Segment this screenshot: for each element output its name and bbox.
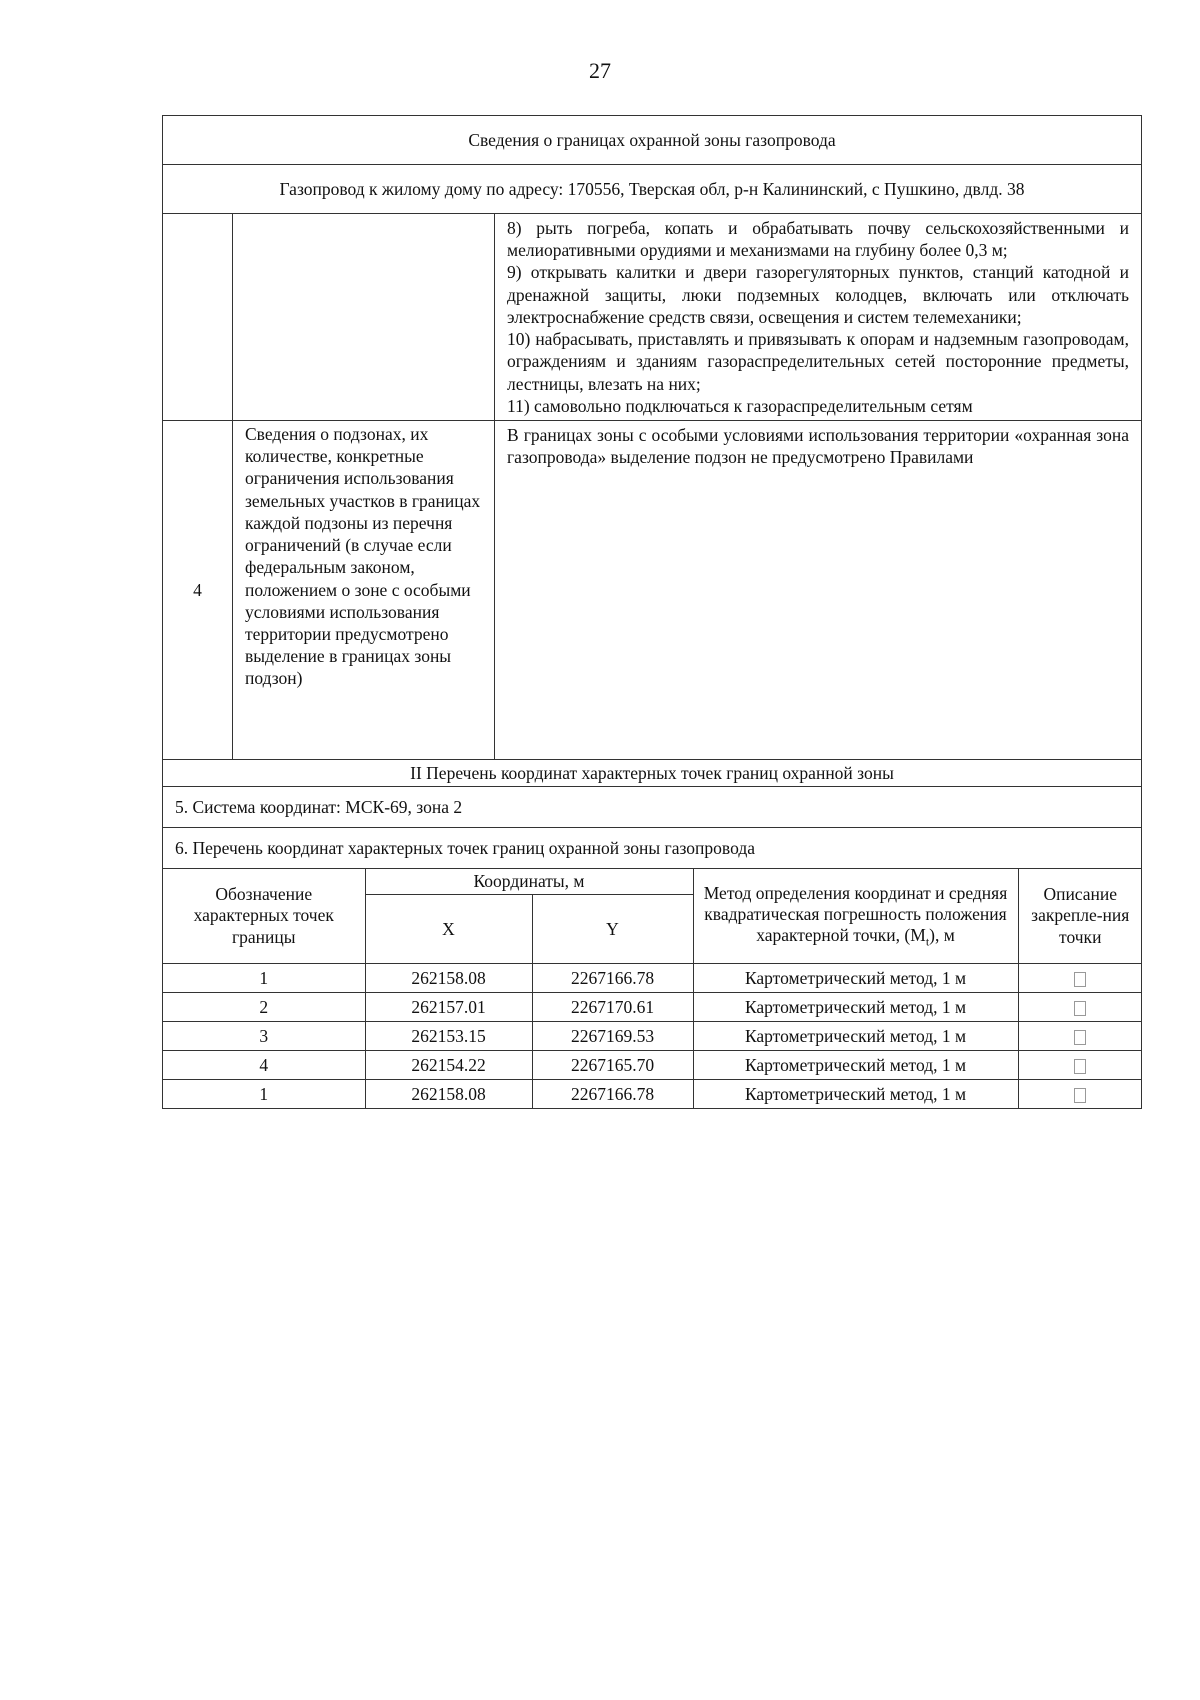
- restriction-item: 11) самовольно подключаться к газораспределительным сетям: [507, 395, 973, 416]
- row-label-empty: [233, 214, 495, 421]
- checkbox-icon: [1074, 1088, 1086, 1103]
- cell-desc: [1018, 964, 1142, 993]
- col-desc-header: Описание закрепле-ния точки: [1018, 869, 1142, 964]
- coords-table: [163, 869, 1142, 1108]
- cell-method: Картометрический метод, 1 м: [693, 1022, 1018, 1051]
- cell-method: Картометрический метод, 1 м: [693, 993, 1018, 1022]
- table-row: [163, 1080, 1142, 1109]
- cell-method: Картометрический метод, 1 м: [693, 1051, 1018, 1080]
- table-subtitle: Газопровод к жилому дому по адресу: 170556, Тверская обл, р-н Калининский, с Пушкино, двлд. 38: [163, 165, 1142, 214]
- cell-point: 3: [163, 1022, 365, 1051]
- col-point-header: Обозначение характерных точек границы: [163, 869, 365, 964]
- table-row: [163, 993, 1142, 1022]
- cell-y: 2267169.53: [532, 1022, 693, 1051]
- cell-method: Картометрический метод, 1 м: [693, 1080, 1018, 1109]
- coord-system: 5. Система координат: МСК-69, зона 2: [163, 786, 1142, 827]
- section-title: II Перечень координат характерных точек границ охранной зоны: [163, 759, 1142, 786]
- checkbox-icon: [1074, 1030, 1086, 1045]
- table-title: Сведения о границах охранной зоны газопровода: [163, 116, 1142, 165]
- restrictions-list: [495, 214, 1142, 421]
- subzone-value: В границах зоны с особыми условиями использования территории «охранная зона газопровода» выделение подзон не предусмотрено Правилами: [495, 420, 1142, 759]
- checkbox-icon: [1074, 1001, 1086, 1016]
- page-number: 27: [589, 58, 611, 83]
- cell-y: 2267166.78: [532, 964, 693, 993]
- cell-desc: [1018, 993, 1142, 1022]
- restriction-item: 8) рыть погреба, копать и обрабатывать почву сельскохозяйственными и мелиоративными орудиями и механизмами на глубину более 0,3 м;: [507, 218, 1129, 261]
- cell-point: 2: [163, 993, 365, 1022]
- restriction-item: 9) открывать калитки и двери газорегуляторных пунктов, станций катодной и дренажной защиты, люки подземных колодцев, включать или отключать электроснабжение средств связи, освещения и систем телемеханики;: [507, 262, 1129, 327]
- col-method-header: Метод определения координат и средняя квадратическая погрешность положения характерной точки, $(M_t)$, м: [693, 869, 1018, 964]
- cell-x: 262158.08: [365, 1080, 532, 1109]
- cell-method: Картометрический метод, 1 м: [693, 964, 1018, 993]
- col-coords-header: Координаты, м: [365, 869, 693, 895]
- cell-x: 262154.22: [365, 1051, 532, 1080]
- table-row: [163, 1051, 1142, 1080]
- cell-desc: [1018, 1051, 1142, 1080]
- cell-point: 1: [163, 964, 365, 993]
- zone-info-table: [162, 115, 1142, 1109]
- cell-y: 2267165.70: [532, 1051, 693, 1080]
- cell-x: 262157.01: [365, 993, 532, 1022]
- cell-x: 262158.08: [365, 964, 532, 993]
- cell-point: 4: [163, 1051, 365, 1080]
- col-y-header: Y: [532, 895, 693, 964]
- cell-desc: [1018, 1080, 1142, 1109]
- col-x-header: X: [365, 895, 532, 964]
- cell-y: 2267170.61: [532, 993, 693, 1022]
- coords-container: [163, 868, 1142, 1108]
- checkbox-icon: [1074, 1059, 1086, 1074]
- cell-desc: [1018, 1022, 1142, 1051]
- restriction-item: 10) набрасывать, приставлять и привязывать к опорам и надземным газопроводам, ограждениям и зданиям газораспределительных сетей посторонние предметы, лестницы, влезать на них;: [507, 329, 1129, 394]
- cell-y: 2267166.78: [532, 1080, 693, 1109]
- cell-point: 1: [163, 1080, 365, 1109]
- row-number-empty: [163, 214, 233, 421]
- table-row: [163, 1022, 1142, 1051]
- coord-list-title: 6. Перечень координат характерных точек границ охранной зоны газопровода: [163, 827, 1142, 868]
- subzone-label: Сведения о подзонах, их количестве, конкретные ограничения использования земельных участков в границах каждой подзоны из перечня ограничений (в случае если федеральным законом, положением о зоне с особыми условиями использования территории предусмотрено выделение в границах зоны подзон): [233, 420, 495, 759]
- cell-x: 262153.15: [365, 1022, 532, 1051]
- checkbox-icon: [1074, 972, 1086, 987]
- row-number: 4: [163, 420, 233, 759]
- table-row: [163, 964, 1142, 993]
